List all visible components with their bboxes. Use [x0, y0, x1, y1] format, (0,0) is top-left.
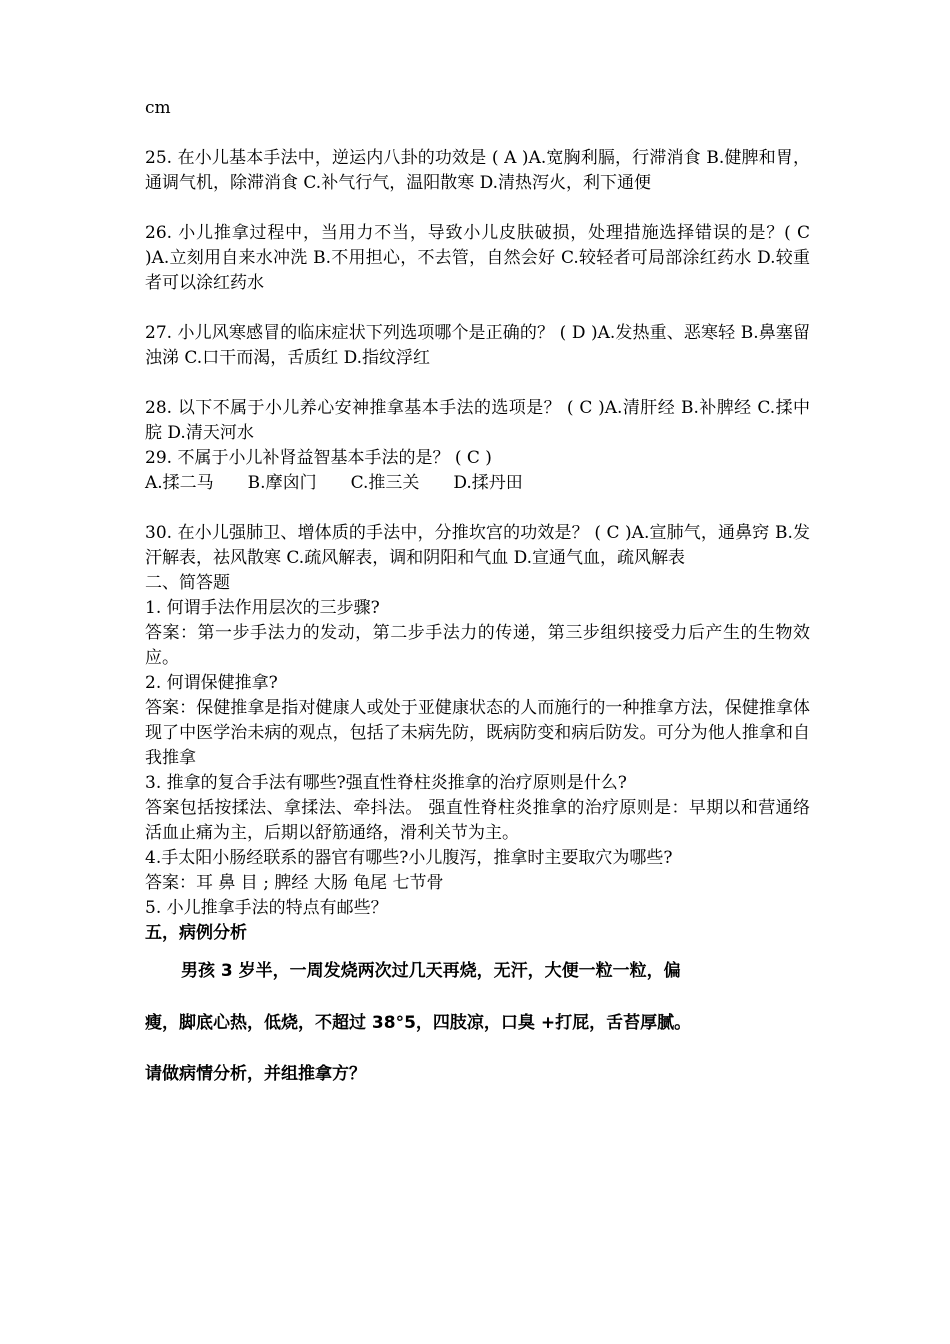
- sa-answer-2: 答案：保健推拿是指对健康人或处于亚健康状态的人而施行的一种推拿方法，保健推拿体现了中医学治未病的观点，包括了未病先防，既病防变和病后防发。可分为他人推拿和自我推拿: [145, 698, 810, 768]
- case-analysis-title: 五，病例分析: [145, 923, 247, 943]
- sa-answer-1: 答案：第一步手法力的发动，第二步手法力的传递，第三步组织接受力后产生的生物效应。: [145, 623, 810, 668]
- case-line-1: 男孩 3 岁半，一周发烧两次过几天再烧，无汗，大便一粒一粒，偏: [181, 961, 681, 981]
- question-30: 30. 在小儿强肺卫、增体质的手法中，分推坎宫的功效是？ ( C )A.宣肺气，通鼻窍 B.发汗解表，祛风散寒 C.疏风解表，调和阴阳和气血 D.宣通气血，疏风解表: [145, 523, 810, 568]
- sa-question-4: 4.手太阳小肠经联系的器官有哪些?小儿腹泻，推拿时主要取穴为哪些?: [145, 848, 673, 868]
- sa-question-1: 1. 何谓手法作用层次的三步骤?: [145, 598, 380, 618]
- document-body: [145, 96, 810, 1087]
- top-fragment: cm: [145, 98, 171, 118]
- question-29: 29. 不属于小儿补肾益智基本手法的是？ ( C ): [145, 448, 492, 468]
- question-25: 25. 在小儿基本手法中，逆运内八卦的功效是 ( A )A.宽胸利膈，行滞消食 B.健脾和胃，通调气机，除滞消食 C.补气行气，温阳散寒 D.清热泻火，利下通便: [145, 148, 810, 193]
- sa-question-5: 5. 小儿推拿手法的特点有邮些？: [145, 898, 388, 918]
- question-27: 27. 小儿风寒感冒的临床症状下列选项哪个是正确的？ ( D )A.发热重、恶寒轻 B.鼻塞留浊涕 C.口干而渴，舌质红 D.指纹浮红: [145, 323, 810, 368]
- question-29-options: A.揉二马 B.摩囟门 C.推三关 D.揉丹田: [145, 473, 523, 493]
- case-analysis-body: [145, 959, 810, 1087]
- question-28: 28. 以下不属于小儿养心安神推拿基本手法的选项是？ ( C )A.清肝经 B.补脾经 C.揉中脘 D.清天河水: [145, 398, 810, 443]
- case-line-2: 瘦，脚底心热，低烧，不超过 38°5，四肢凉，口臭 +打屁，舌苔厚腻。: [145, 1013, 692, 1033]
- sa-question-2: 2. 何谓保健推拿?: [145, 673, 278, 693]
- sa-answer-3: 答案包括按揉法、拿揉法、牵抖法。 强直性脊柱炎推拿的治疗原则是：早期以和营通络活血止痛为主，后期以舒筋通络，滑利关节为主。: [145, 798, 810, 843]
- sa-answer-4: 答案：耳 鼻 目 ; 脾经 大肠 龟尾 七节骨: [145, 873, 444, 893]
- sa-question-3: 3. 推拿的复合手法有哪些?强直性脊柱炎推拿的治疗原则是什么?: [145, 773, 627, 793]
- question-26: 26. 小儿推拿过程中，当用力不当，导致小儿皮肤破损，处理措施选择错误的是？( C )A.立刻用自来水冲洗 B.不用担心，不去管，自然会好 C.较轻者可局部涂红药水 D.较重者可以涂红药水: [145, 223, 810, 293]
- case-line-3: 请做病情分析，并组推拿方？: [145, 1064, 366, 1084]
- short-answer-title: 二、简答题: [145, 573, 230, 593]
